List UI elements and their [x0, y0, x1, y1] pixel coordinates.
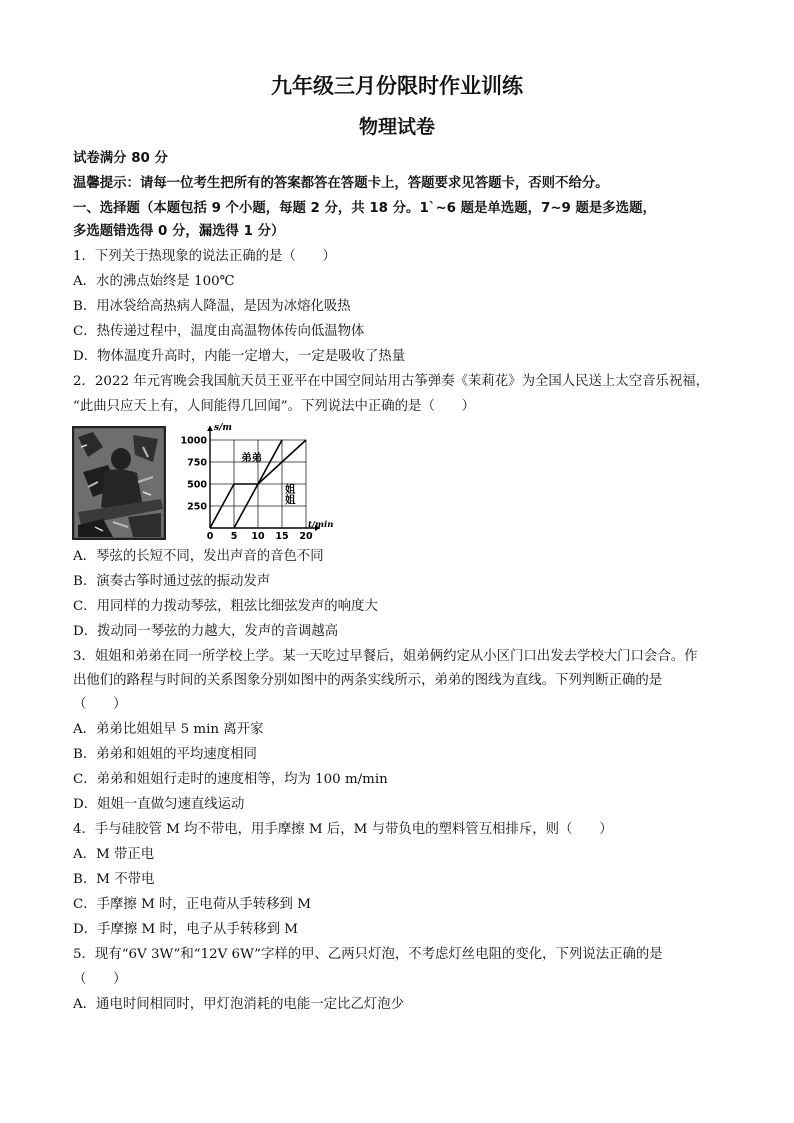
q5-stem-line1: 5．现有“6V 3W”和“12V 6W”字样的甲、乙两只灯泡，不考虑灯丝电阻的变化，下列说法正确的是 — [73, 947, 663, 962]
q4-option-d: D．手摩擦 M 时，电子从手转移到 M — [73, 922, 299, 937]
x-tick-label: 15 — [275, 531, 289, 542]
distance-time-graph — [180, 422, 334, 544]
series-label-brother: 弟弟 — [241, 452, 263, 465]
x-tick-label: 5 — [230, 531, 238, 542]
q3-stem-line2: 出他们的路程与时间的关系图象分别如图中的两条实线所示，弟弟的图线为直线。下列判断正确的是 — [73, 673, 663, 688]
x-tick-label: 20 — [299, 531, 313, 542]
y-axis-label: s/m — [214, 423, 232, 433]
x-axis-label: t/min — [308, 520, 334, 530]
q3-stem-line1: 3．姐姐和弟弟在同一所学校上学。某一天吃过早餐后，姐弟俩约定从小区门口出发去学校大门口会合。作 — [73, 649, 698, 664]
q3-option-a: A．弟弟比姐姐早 5 min 离开家 — [73, 722, 264, 737]
y-axis-arrow — [207, 426, 213, 431]
q1-option-b: B．用冰袋给高热病人降温，是因为冰熔化吸热 — [73, 299, 351, 314]
q4-option-a: A．M 带正电 — [73, 847, 155, 862]
section-heading-line2: 多选题错选得 0 分，漏选得 1 分） — [73, 224, 285, 239]
q4-stem: 4．手与硅胶管 M 均不带电，用手摩擦 M 后，M 与带负电的塑料管互相排斥，则（ ） — [73, 822, 613, 837]
q2-option-d: D．拨动同一琴弦的力越大，发声的音调越高 — [73, 624, 339, 639]
q4-option-c: C．手摩擦 M 时，正电荷从手转移到 M — [73, 897, 311, 912]
q2-stem-line2: “此曲只应天上有，人间能得几回闻”。下列说法中正确的是（ ） — [73, 399, 476, 414]
q1-option-a: A．水的沸点始终是 100℃ — [73, 274, 235, 289]
warm-tip: 温馨提示：请每一位考生把所有的答案都答在答题卡上，答题要求见答题卡，否则不给分。 — [73, 176, 609, 191]
full-score: 试卷满分 80 分 — [73, 151, 168, 166]
q3-option-b: B．弟弟和姐姐的平均速度相同 — [73, 747, 257, 762]
q2-stem-line1: 2．2022 年元宵晚会我国航天员王亚平在中国空间站用古筝弹奏《茉莉花》为全国人民送上太空音乐祝福， — [73, 374, 710, 389]
y-tick-label: 500 — [187, 479, 207, 491]
section-heading-line1: 一、选择题（本题包括 9 个小题，每题 2 分，共 18 分。1`~6 题是单选题，7~9 题是多选题， — [73, 201, 656, 216]
y-tick-label: 1000 — [180, 435, 207, 447]
q5-stem-line2: （ ） — [73, 972, 127, 987]
x-tick-label: 0 — [206, 531, 214, 542]
y-tick-label: 250 — [187, 501, 207, 513]
page-subtitle: 物理试卷 — [358, 116, 435, 138]
q3-stem-line3: （ ） — [73, 697, 127, 712]
q5-option-a: A．通电时间相同时，甲灯泡消耗的电能一定比乙灯泡少 — [73, 997, 405, 1012]
series-label-sister: 姐姐 — [283, 483, 296, 505]
x-tick-label: 10 — [251, 531, 265, 542]
q3-option-c: C．弟弟和姐姐行走时的速度相等，均为 100 m/min — [73, 772, 388, 787]
q2-option-b: B．演奏古筝时通过弦的振动发声 — [73, 574, 271, 589]
q3-option-d: D．姐姐一直做匀速直线运动 — [73, 797, 245, 812]
q1-option-d: D．物体温度升高时，内能一定增大，一定是吸收了热量 — [73, 349, 406, 364]
q4-option-b: B．M 不带电 — [73, 872, 155, 887]
q2-option-a: A．琴弦的长短不同，发出声音的音色不同 — [73, 549, 324, 564]
astronaut-photo — [73, 427, 165, 539]
q1-stem: 1．下列关于热现象的说法正确的是（ ） — [73, 249, 336, 264]
y-tick-label: 750 — [187, 457, 207, 469]
page-title: 九年级三月份限时作业训练 — [271, 74, 523, 98]
q1-option-c: C．热传递过程中，温度由高温物体传向低温物体 — [73, 324, 365, 339]
q2-option-c: C．用同样的力拨动琴弦，粗弦比细弦发声的响度大 — [73, 599, 378, 614]
